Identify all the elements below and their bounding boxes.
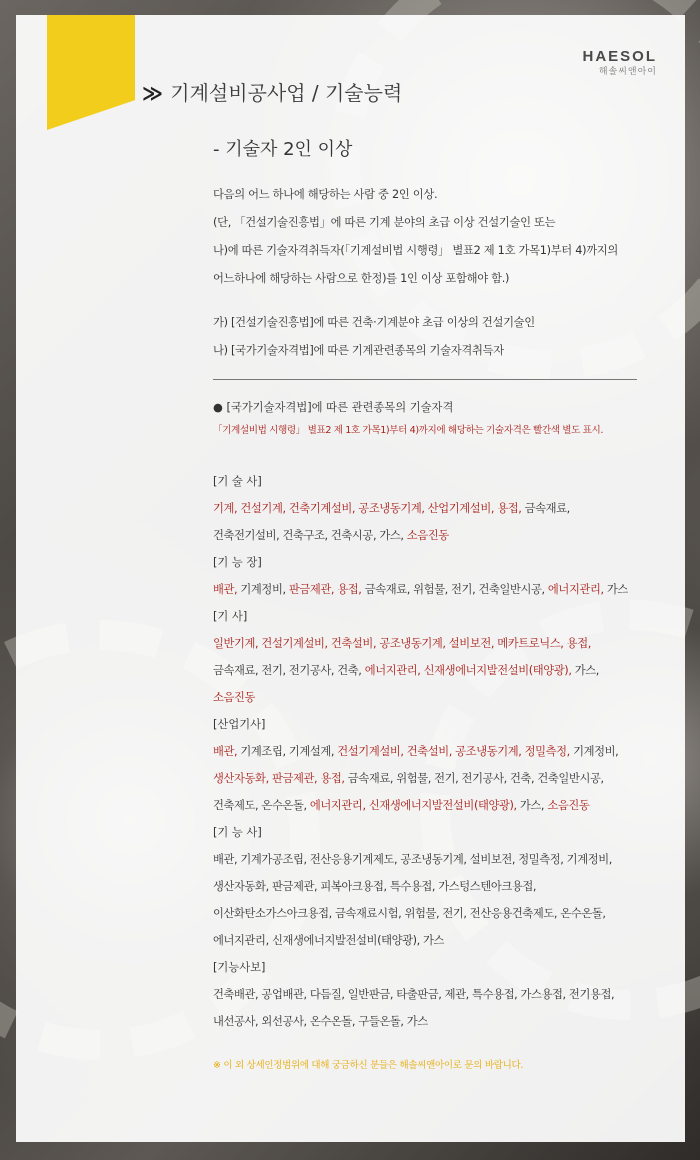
qualification-line: [213, 981, 653, 1008]
section-heading: - 기술자 2인 이상: [213, 139, 353, 160]
qualification-text: 에너지관리, 신재생에너지발전설비(태양광), 가스: [213, 934, 445, 947]
highlighted-qualification: 에너지관리, 신재생에너지발전설비(태양광),: [309, 799, 517, 812]
highlighted-qualification: 판금제관, 용접,: [288, 583, 362, 596]
qualification-text: 기계정비,: [237, 583, 289, 596]
qualification-heading: ● [국가기술자격법]에 따른 관련종목의 기술자격: [213, 401, 454, 414]
qualification-text: 건축제도, 온수온돌,: [213, 799, 310, 812]
qualification-line: [213, 738, 653, 765]
highlighted-qualification: 소음진동: [547, 799, 590, 812]
highlighted-qualification: 에너지관리, 신재생에너지발전설비(태양광),: [364, 664, 572, 677]
qualification-text: 배관, 기계가공조립, 전산응용기계제도, 공조냉동기계, 설비보전, 정밀측정, 기계정비,: [213, 853, 612, 866]
highlighted-qualification: 소음진동: [406, 529, 449, 542]
highlighted-qualification: 소음진동: [213, 691, 256, 704]
company-logo: [582, 48, 657, 77]
criteria-item: 나) [국가기술자격법]에 따른 기계관련종목의 기술자격취득자: [213, 344, 504, 357]
highlighted-qualification: 배관,: [213, 745, 238, 758]
footer-note: ※ 이 외 상세인정범위에 대해 궁금하신 분들은 해솔씨앤아이로 문의 바랍니다.: [213, 1060, 524, 1071]
category-label: [기 술 사]: [213, 475, 262, 488]
intro-line: 어느하나에 해당하는 사람으로 한정)를 1인 이상 포함해야 함.): [213, 272, 510, 285]
red-note: 「기계설비법 시행령」 별표2 제 1호 가목1)부터 4)까지에 해당하는 기술자격은 빨간색 별도 표시.: [213, 425, 604, 436]
qualification-line: [213, 1008, 653, 1035]
highlighted-qualification: 일반기계, 건설기계설비, 건축설비, 공조냉동기계, 설비보전, 메카트로닉스, 용접,: [213, 637, 591, 650]
qualification-text: 생산자동화, 판금제관, 피복아크용접, 특수용접, 가스텅스텐아크용접,: [213, 880, 537, 893]
highlighted-qualification: 기계, 건설기계, 건축기계설비, 공조냉동기계, 산업기계설비, 용접,: [213, 502, 522, 515]
qualification-text: 가스,: [516, 799, 548, 812]
intro-line: (단, 「건설기술진흥법」에 따른 기계 분야의 초급 이상 건설기술인 또는: [213, 216, 556, 229]
qualification-line: [213, 900, 653, 927]
qualification-text: 가스,: [571, 664, 599, 677]
category-label: [산업기사]: [213, 718, 266, 731]
qualification-text: 기계조립, 기계설계,: [237, 745, 338, 758]
section-divider: [213, 379, 637, 380]
double-chevron-icon: ≫: [142, 81, 160, 105]
intro-line: 나)에 따른 기술자격취득자(「기계설비법 시행령」 별표2 제 1호 가목1)부터 4)까지의: [213, 244, 619, 257]
category-label: [기 능 사]: [213, 826, 262, 839]
qualification-line: [213, 927, 653, 954]
qualification-text: 내선공사, 외선공사, 온수온돌, 구들온돌, 가스: [213, 1015, 428, 1028]
page-title: [142, 77, 402, 106]
logo-brand: HAESOL: [582, 48, 657, 65]
yellow-accent-tab: [47, 15, 135, 130]
qualification-text: 건축전기설비, 건축구조, 건축시공, 가스,: [213, 529, 407, 542]
highlighted-qualification: 배관,: [213, 583, 238, 596]
qualification-line: [213, 846, 653, 873]
highlighted-qualification: 에너지관리,: [547, 583, 604, 596]
qualification-text: 금속재료, 위험물, 전기, 건축일반시공,: [361, 583, 548, 596]
qualification-line: [213, 630, 653, 657]
qualification-line: [213, 765, 653, 792]
qualification-text: 금속재료, 전기, 전기공사, 건축,: [213, 664, 365, 677]
qualification-text: 건축배관, 공업배관, 다듬질, 일반판금, 타출판금, 제관, 특수용접, 가스용접, 전기용접,: [213, 988, 615, 1001]
qualification-line: [213, 576, 653, 603]
qualification-categories: [213, 468, 653, 1035]
highlighted-qualification: 건설기계설비, 건축설비, 공조냉동기계, 정밀측정,: [337, 745, 570, 758]
qualification-line: [213, 873, 653, 900]
highlighted-qualification: 생산자동화, 판금제관, 용접,: [213, 772, 345, 785]
qualification-text: 가스: [603, 583, 628, 596]
intro-line: 다음의 어느 하나에 해당하는 사람 중 2인 이상.: [213, 188, 438, 201]
qualification-line: [213, 495, 653, 522]
category-label: [기 사]: [213, 610, 248, 623]
page-title-text: 기계설비공사업 / 기술능력: [170, 81, 403, 105]
qualification-text: 기계정비,: [569, 745, 619, 758]
qualification-text: 금속재료, 위험물, 전기, 전기공사, 건축, 건축일반시공,: [344, 772, 604, 785]
criteria-item: 가) [건설기술진흥법]에 따른 건축·기계분야 초급 이상의 건설기술인: [213, 316, 535, 329]
criteria-list: [213, 309, 653, 365]
content-card: [16, 15, 685, 1142]
qualification-text: 금속재료,: [521, 502, 570, 515]
qualification-line: [213, 522, 653, 549]
qualification-text: 이산화탄소가스아크용접, 금속재료시험, 위험물, 전기, 전산응용건축제도, 온수온돌,: [213, 907, 606, 920]
qualification-line: [213, 792, 653, 819]
intro-paragraph: [213, 181, 653, 293]
category-label: [기 능 장]: [213, 556, 262, 569]
main-content: [213, 135, 653, 1071]
category-label: [기능사보]: [213, 961, 266, 974]
logo-subtitle: 해솔씨앤아이: [598, 67, 657, 77]
qualification-line: [213, 657, 653, 684]
qualification-line: [213, 684, 653, 711]
